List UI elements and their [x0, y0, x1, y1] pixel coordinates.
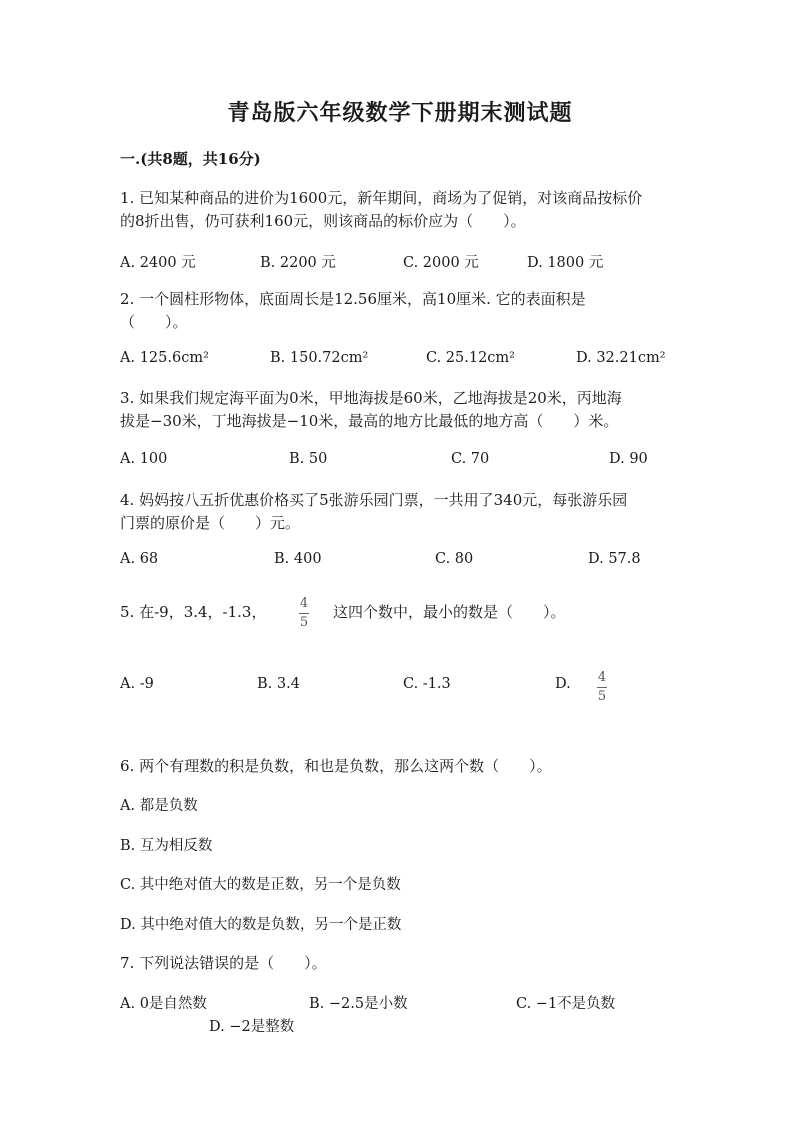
- q5-option-d-numerator: 4: [597, 670, 607, 685]
- q5-fraction: [299, 597, 309, 630]
- q1-line2: 的8折出售，仍可获利160元，则该商品的标价应为（ ）。: [120, 212, 526, 230]
- q2-line2: （ ）。: [120, 313, 188, 331]
- q5-line-prefix: 5. 在-9，3.4，-1.3，: [120, 603, 267, 621]
- q6-option-a: A. 都是负数: [120, 798, 198, 814]
- q3-option-a: A. 100: [120, 451, 168, 467]
- q2-option-b: B. 150.72cm²: [270, 350, 369, 366]
- q2-option-d: D. 32.21cm²: [576, 350, 666, 366]
- q1-option-c: C. 2000 元: [403, 255, 479, 271]
- q5-option-b: B. 3.4: [257, 676, 300, 692]
- section-heading: 一.(共8题，共16分): [120, 150, 261, 168]
- q3-line2: 拔是−30米，丁地海拔是−10米，最高的地方比最低的地方高（ ）米。: [120, 412, 619, 430]
- q7-option-c: C. −1不是负数: [516, 996, 616, 1012]
- q1-line1: 1. 已知某种商品的进价为1600元，新年期间，商场为了促销，对该商品按标价: [120, 189, 643, 207]
- q7-line1: 7. 下列说法错误的是（ ）。: [120, 954, 327, 972]
- q3-option-b: B. 50: [289, 451, 328, 467]
- q5-fraction-bar: [299, 613, 309, 614]
- q2-option-c: C. 25.12cm²: [426, 350, 515, 366]
- q1-option-b: B. 2200 元: [260, 255, 336, 271]
- q5-option-d-denominator: 5: [597, 689, 607, 704]
- q1-option-d: D. 1800 元: [527, 255, 604, 271]
- q3-option-c: C. 70: [451, 451, 490, 467]
- q5-line-suffix: 这四个数中，最小的数是（ ）。: [333, 603, 566, 621]
- q2-line1: 2. 一个圆柱形物体，底面周长是12.56厘米，高10厘米. 它的表面积是: [120, 290, 586, 308]
- q5-option-d-fraction: [597, 671, 607, 704]
- q2-option-a: A. 125.6cm²: [120, 350, 209, 366]
- q5-fraction-numerator: 4: [299, 596, 309, 611]
- q7-option-d: D. −2是整数: [209, 1019, 295, 1035]
- q3-option-d: D. 90: [609, 451, 648, 467]
- q4-option-d: D. 57.8: [588, 551, 641, 567]
- q4-option-b: B. 400: [274, 551, 322, 567]
- q6-line1: 6. 两个有理数的积是负数，和也是负数，那么这两个数（ ）。: [120, 757, 552, 775]
- q4-option-c: C. 80: [435, 551, 474, 567]
- q6-option-b: B. 互为相反数: [120, 838, 213, 854]
- q5-fraction-denominator: 5: [299, 615, 309, 630]
- page-title: 青岛版六年级数学下册期末测试题: [227, 100, 573, 126]
- q5-option-a: A. -9: [120, 676, 154, 692]
- q5-option-d-bar: [597, 687, 607, 688]
- q7-option-b: B. −2.5是小数: [309, 996, 408, 1012]
- q3-line1: 3. 如果我们规定海平面为0米，甲地海拔是60米，乙地海拔是20米，丙地海: [120, 389, 622, 407]
- q6-option-c: C. 其中绝对值大的数是正数，另一个是负数: [120, 877, 401, 893]
- q7-option-a: A. 0是自然数: [120, 996, 207, 1012]
- q4-line2: 门票的原价是（ ）元。: [120, 514, 301, 532]
- q5-option-d: D.: [555, 676, 571, 692]
- q4-option-a: A. 68: [120, 551, 159, 567]
- q5-option-c: C. -1.3: [403, 676, 451, 692]
- q1-option-a: A. 2400 元: [120, 255, 196, 271]
- q6-option-d: D. 其中绝对值大的数是负数，另一个是正数: [120, 917, 402, 933]
- q4-line1: 4. 妈妈按八五折优惠价格买了5张游乐园门票，一共用了340元，每张游乐园: [120, 491, 628, 509]
